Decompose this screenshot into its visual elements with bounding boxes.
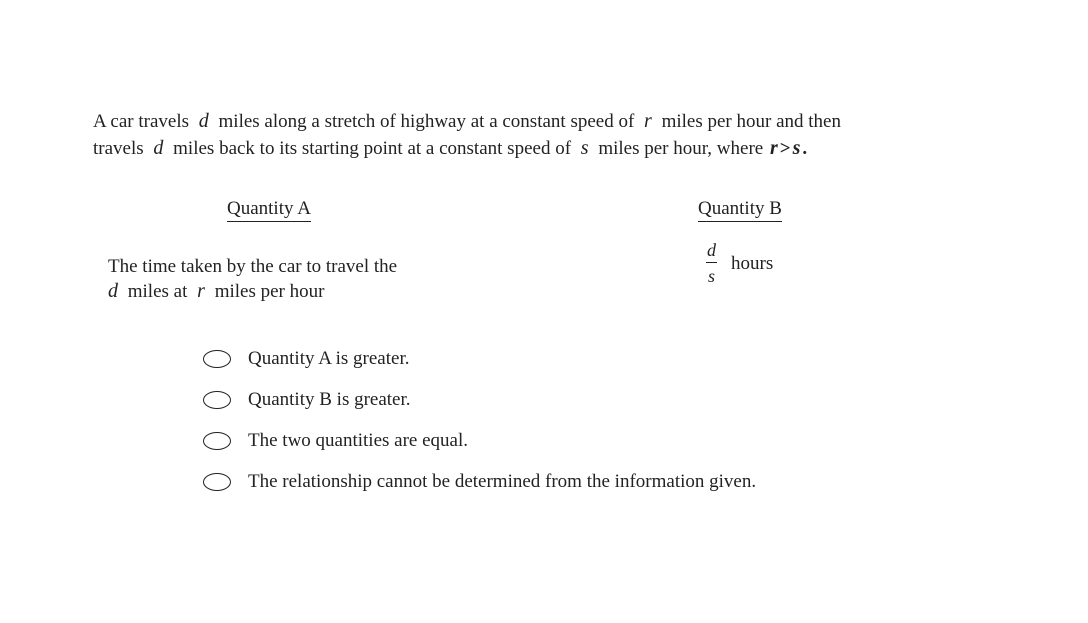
condition-operator: >: [779, 138, 791, 159]
question-text: miles back to its starting point at a constant speed of: [173, 138, 572, 159]
question-line-1: [93, 108, 973, 135]
radio-button[interactable]: [203, 350, 231, 368]
question-text: miles per hour and then: [661, 111, 841, 132]
variable-s: s: [792, 137, 801, 159]
answer-options: [203, 338, 756, 502]
fraction-numerator: d: [706, 240, 717, 263]
quantity-a-heading: Quantity A: [227, 197, 311, 222]
option-label: The two quantities are equal.: [248, 429, 469, 451]
option-equal[interactable]: [203, 420, 756, 461]
question-text: A car travels: [93, 111, 190, 132]
quantity-a-line-2: [108, 279, 468, 304]
option-label: Quantity A is greater.: [248, 347, 410, 369]
radio-button[interactable]: [203, 391, 231, 409]
question-stem: [93, 108, 973, 162]
variable-r: r: [644, 110, 652, 132]
condition-period: .: [802, 138, 808, 159]
quantity-a-line-1: The time taken by the car to travel the: [108, 256, 398, 277]
question-line-2: [93, 135, 973, 162]
quantity-b-content: [706, 240, 773, 286]
quantity-a-text: miles per hour: [214, 281, 325, 302]
quantity-a-content: [108, 254, 468, 304]
question-text: travels: [93, 138, 144, 159]
option-quantity-a-greater[interactable]: [203, 338, 756, 379]
quantity-b-unit: hours: [731, 253, 774, 274]
question-text: miles per hour, where: [598, 138, 764, 159]
option-cannot-be-determined[interactable]: [203, 461, 756, 502]
question-text: miles along a stretch of highway at a constant speed of: [218, 111, 635, 132]
option-quantity-b-greater[interactable]: [203, 379, 756, 420]
radio-button[interactable]: [203, 432, 231, 450]
quantity-a-text: miles at: [127, 281, 188, 302]
variable-d: d: [108, 280, 118, 302]
option-label: Quantity B is greater.: [248, 388, 411, 410]
fraction-denominator: s: [707, 266, 715, 286]
variable-d: d: [198, 110, 209, 132]
radio-button[interactable]: [203, 473, 231, 491]
quantity-b-heading: Quantity B: [698, 197, 782, 222]
option-label: The relationship cannot be determined from the information given.: [248, 470, 757, 492]
condition: [768, 138, 807, 159]
variable-s: s: [580, 137, 589, 159]
variable-d: d: [153, 137, 164, 159]
variable-r: r: [197, 280, 205, 302]
variable-r: r: [769, 137, 778, 159]
fraction-d-over-s: [706, 240, 717, 286]
